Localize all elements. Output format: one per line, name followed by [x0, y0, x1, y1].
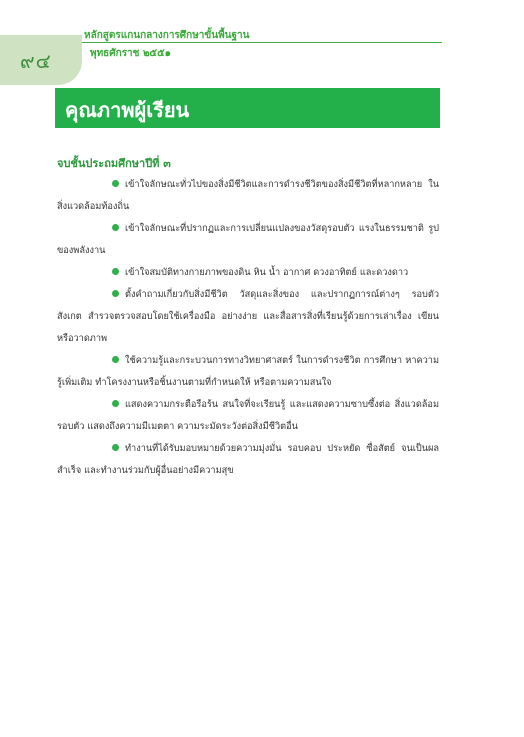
- paragraph-continuation: รอบตัว สังเกต สำรวจตรวจสอบโดยใช้เครื่องมือ อย่างง่าย และสื่อสารสิ่งที่เรียนรู้ด้วยการเล่าเรื่อง เขียน หรือวาดภาพ: [57, 289, 439, 344]
- paragraph-5: [57, 350, 439, 394]
- paragraph-first-line: ทำงานที่ได้รับมอบหมายด้วยความมุ่งมั่น รอบคอบ ประหยัด ซื่อสัตย์: [125, 443, 396, 454]
- paragraph-first-line: ใช้ความรู้และกระบวนการทางวิทยาศาสตร์ ในการดำรงชีวิต การศึกษา: [125, 355, 403, 366]
- bullet-icon: [112, 400, 119, 407]
- section-heading: จบชั้นประถมศึกษาปีที่ ๓: [57, 157, 171, 170]
- bullet-icon: [112, 444, 119, 451]
- header-divider: [82, 42, 442, 43]
- paragraph-continuation: จนเป็นผลสำเร็จ และทำงานร่วมกับผู้อื่นอย่างมีความสุข: [57, 443, 439, 476]
- paragraph-continuation: สิ่งแวดล้อมรอบตัว แสดงถึงความมีเมตตา ความระมัดระวังต่อสิ่งมีชีวิตอื่น: [57, 399, 440, 432]
- paragraph-first-line: ตั้งคำถามเกี่ยวกับสิ่งมีชีวิต วัสดุและสิ่งของ และปรากฏการณ์ต่างๆ: [125, 289, 400, 300]
- paragraph-continuation: รูปของพลังงาน: [57, 223, 440, 256]
- header-subtitle: พุทธศักราช ๒๕๕๑: [90, 48, 172, 59]
- paragraph-first-line: แสดงความกระตือรือร้น สนใจที่จะเรียนรู้ และแสดงความซาบซึ้งต่อ: [125, 399, 391, 410]
- bullet-icon: [112, 356, 119, 363]
- body-text: [57, 174, 439, 482]
- paragraph-continuation: ในสิ่งแวดล้อมท้องถิ่น: [57, 179, 439, 212]
- paragraph-4: [57, 284, 439, 350]
- paragraph-first-line: เข้าใจสมบัติทางกายภาพของดิน หิน น้ำ อากาศ ดวงอาทิตย์ และดวงดาว: [125, 267, 409, 278]
- bullet-icon: [112, 268, 119, 275]
- paragraph-3: [57, 262, 439, 284]
- paragraph-6: [57, 394, 439, 438]
- paragraph-1: [57, 174, 439, 218]
- paragraph-first-line: เข้าใจลักษณะที่ปรากฏและการเปลี่ยนแปลงของวัสดุรอบตัว แรงในธรรมชาติ: [125, 223, 424, 234]
- paragraph-continuation: หาความรู้เพิ่มเติม ทำโครงงานหรือชิ้นงานตามที่กำหนดให้ หรือตามความสนใจ: [57, 355, 440, 388]
- paragraph-7: [57, 438, 439, 482]
- banner-title: คุณภาพผู้เรียน: [65, 98, 190, 122]
- header-title: หลักสูตรแกนกลางการศึกษาขั้นพื้นฐาน: [84, 30, 250, 41]
- page-number: ๙๔: [20, 49, 52, 73]
- title-banner: [55, 88, 440, 128]
- bullet-icon: [112, 224, 119, 231]
- paragraph-2: [57, 218, 439, 262]
- bullet-icon: [112, 290, 119, 297]
- paragraph-first-line: เข้าใจลักษณะทั่วไปของสิ่งมีชีวิตและการดำรงชีวิตของสิ่งมีชีวิตที่หลากหลาย: [125, 179, 423, 190]
- bullet-icon: [112, 180, 119, 187]
